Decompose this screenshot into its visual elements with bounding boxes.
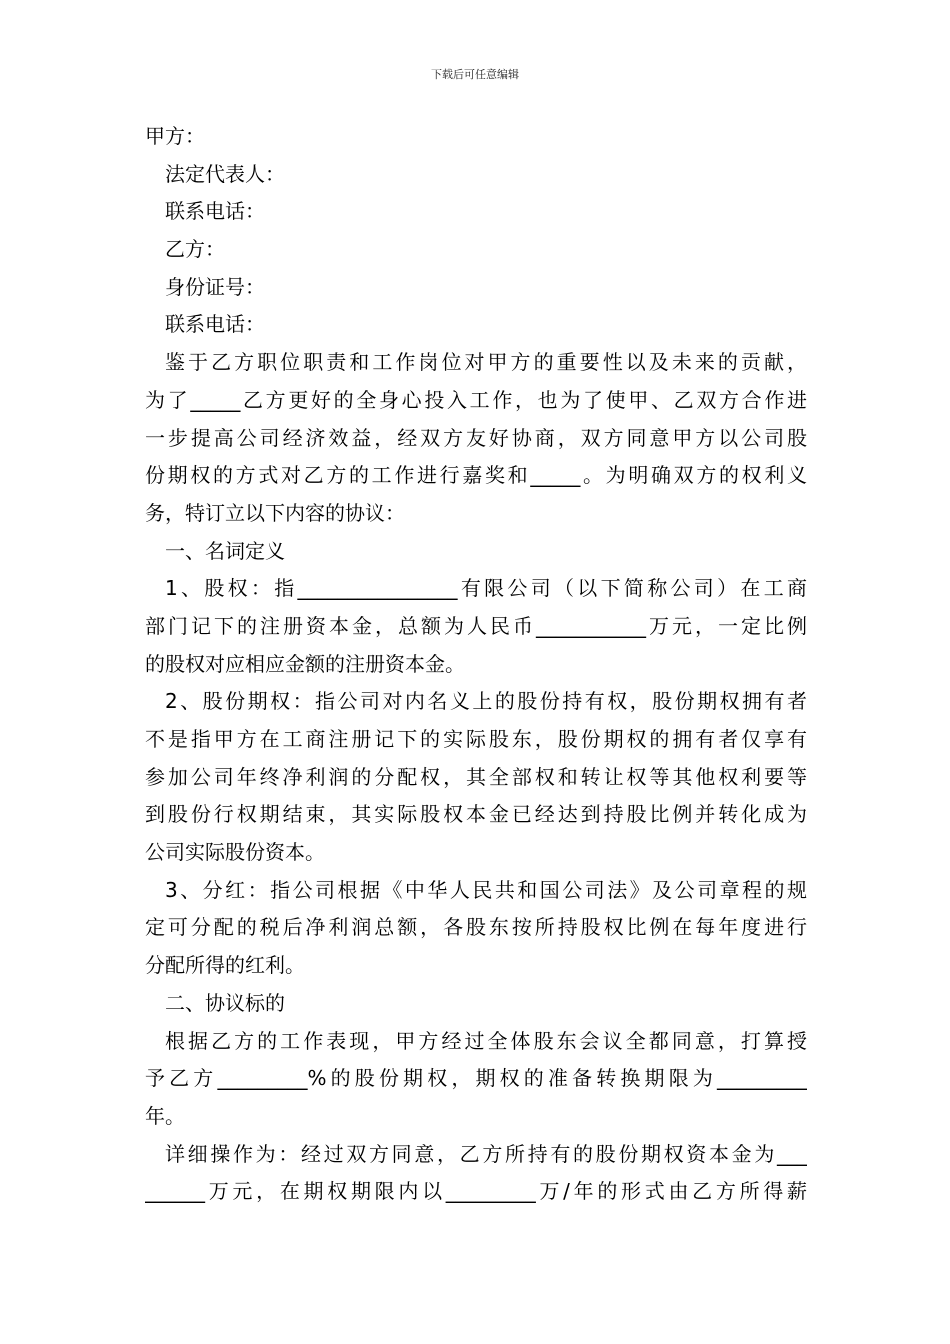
party-a-line: 甲方： [145, 124, 205, 148]
definition-3-line-2: 定可分配的税后净利润总额，各股东按所持股权比例在每年度进行 [145, 915, 807, 940]
section-heading-definitions: 一、名词定义 [165, 538, 285, 563]
definition-2-line-3: 参加公司年终净利润的分配权，其全部权和转让权等其他权利要等 [145, 764, 807, 789]
definition-1-line-2: 部门记下的注册资本金，总额为人民币___________万元，一定比例 [145, 613, 807, 638]
definition-2-line-5: 公司实际股份资本。 [145, 840, 325, 865]
preamble-line-3: 一步提高公司经济效益，经双方友好协商，双方同意甲方以公司股 [145, 425, 807, 450]
preamble-line-5: 务，特订立以下内容的协议： [145, 500, 405, 525]
preamble-line-2: 为了_____乙方更好的全身心投入工作，也为了使甲、乙双方合作进 [145, 387, 807, 412]
definition-1-line-3: 的股权对应相应金额的注册资本金。 [145, 651, 465, 676]
operation-line-1: 详细操作为：经过双方同意，乙方所持有的股份期权资本金为___ [165, 1141, 807, 1166]
document-body [145, 118, 807, 1211]
definition-1-line-1: 1、股权：指________________有限公司（以下简称公司）在工商 [165, 576, 807, 601]
preamble-line-4: 份期权的方式对乙方的工作进行嘉奖和_____。为明确双方的权利义 [145, 463, 807, 488]
legal-representative-line: 法定代表人： [165, 161, 285, 186]
party-b-line: 乙方： [165, 237, 225, 262]
definition-3-line-3: 分配所得的红利。 [145, 953, 305, 978]
definition-2-line-4: 到股份行权期结束，其实际股权本金已经达到持股比例并转化成为 [145, 802, 807, 827]
subject-line-3: 年。 [145, 1103, 185, 1128]
page-header-note: 下载后可任意编辑 [431, 68, 519, 81]
definition-2-line-1: 2、股份期权：指公司对内名义上的股份持有权，股份期权拥有者 [165, 689, 807, 714]
operation-line-2: ______万元，在期权期限内以_________万/年的形式由乙方所得薪 [145, 1179, 807, 1204]
definition-2-line-2: 不是指甲方在工商注册记下的实际股东，股份期权的拥有者仅享有 [145, 727, 807, 751]
definition-3-line-1: 3、分红：指公司根据《中华人民共和国公司法》及公司章程的规 [165, 877, 807, 902]
subject-line-1: 根据乙方的工作表现，甲方经过全体股东会议全都同意，打算授 [165, 1028, 807, 1053]
id-number-line: 身份证号： [165, 274, 265, 299]
party-b-phone-line: 联系电话： [165, 312, 265, 337]
section-heading-subject: 二、协议标的 [165, 990, 285, 1015]
party-a-phone-line: 联系电话： [165, 199, 265, 224]
preamble-line-1: 鉴于乙方职位职责和工作岗位对甲方的重要性以及未来的贡献， [165, 350, 807, 375]
subject-line-2: 予乙方_________%的股份期权，期权的准备转换期限为_________ [145, 1066, 807, 1091]
